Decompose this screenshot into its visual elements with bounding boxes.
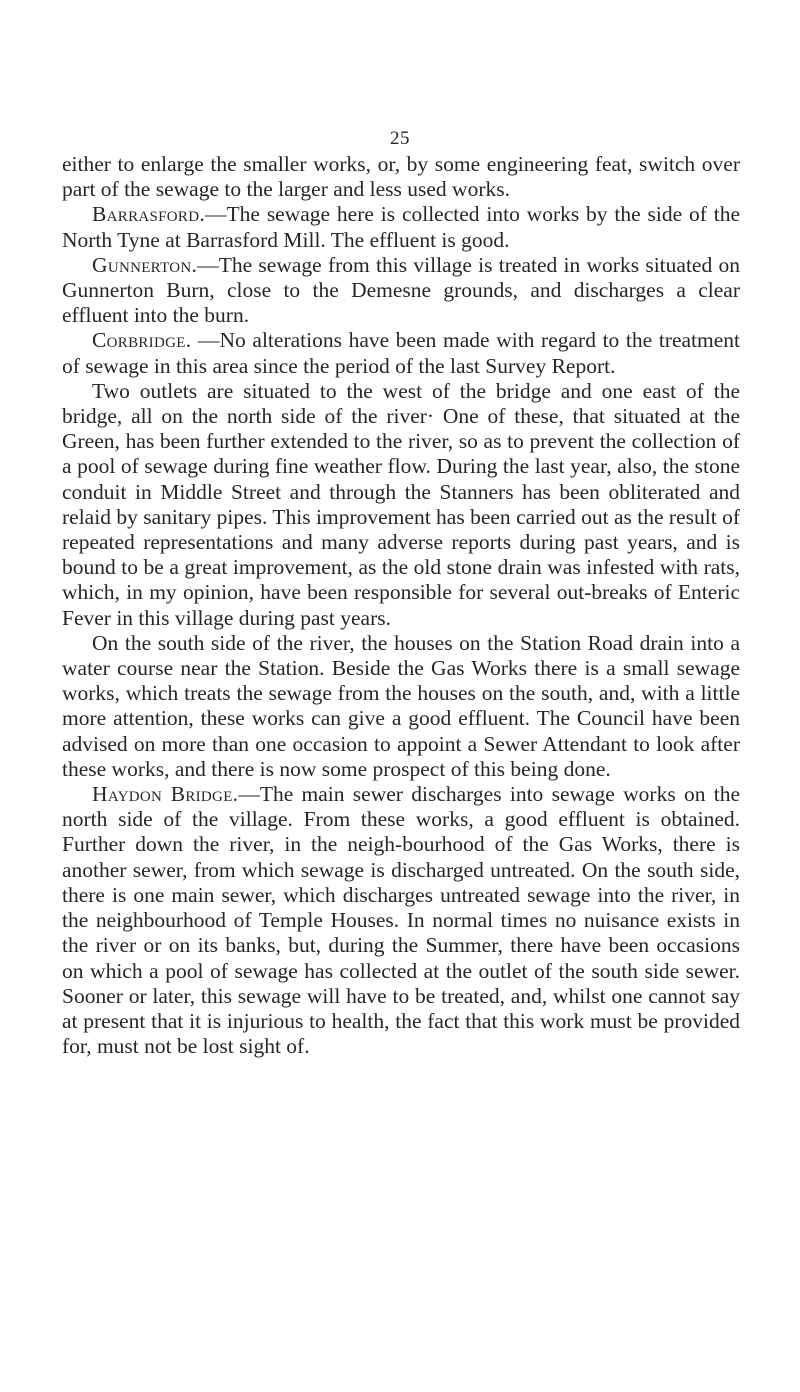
paragraph-text: —The main sewer discharges into sewage works on the north side of the village. From these works, a good effluent is obtained. Further down the river, in the neigh-bourhood of the Gas Works, there is another sewer, from which sewage is discharged untreated. On the south side, there is one main sewer, which discharges untreated sewage into the river, in the neighbourhood of Temple Houses. In normal times no nuisance exists in the river or on its banks, but, during the Summer, there have been occasions on which a pool of sewage has collected at the outlet of the south side sewer. Sooner or later, this sewage will have to be treated, and, whilst one cannot say at present that it is injurious to health, the fact that this work must be provided for, must not be lost sight of. (62, 782, 741, 1059)
paragraph-text: —The sewage here is collected into works by the side of the North Tyne at Barrasford Mill. The effluent is good. (62, 202, 740, 252)
paragraph-text: Two outlets are situated to the west of the bridge and one east of the bridge, all on the north side of the river· One of these, that situated at the Green, has been further extended to the river, so as to prevent the collection of a pool of sewage during fine weather flow. During the last year, also, the stone conduit in Middle Street and through the Stanners has been obliterated and relaid by sanitary pipes. This improvement has been carried out as the result of repeated representations and many adverse reports during past years, and is bound to be a great improvement, as the old stone drain was infested with rats, which, in my opinion, have been responsible for several out-breaks of Enteric Fever in this village during past years. (62, 378, 740, 630)
paragraph-text: either to enlarge the smaller works, or, by some engineering feat, switch over part of the sewage to the larger and less used works. (62, 152, 740, 202)
paragraph-corbridge-south (62, 631, 740, 782)
paragraph-corbridge-outlets (62, 379, 740, 631)
paragraph-corbridge (62, 328, 740, 378)
paragraph-haydon-bridge (62, 782, 740, 1059)
section-heading-haydon-bridge: Haydon Bridge. (92, 782, 239, 807)
section-heading-barrasford: Barrasford. (92, 202, 206, 227)
paragraph-text: On the south side of the river, the houses on the Station Road drain into a water course near the Station. Beside the Gas Works there is a small sewage works, which treats the sewage from the houses on the south, and, with a little more attention, these works can give a good effluent. The Council have been advised on more than one occasion to appoint a Sewer Attendant to look after these works, and there is now some prospect of this being done. (62, 630, 740, 781)
paragraph-text: —No alterations have been made with regard to the treatment of sewage in this area since the period of the last Survey Report. (62, 328, 740, 378)
section-heading-corbridge: Corbridge. (92, 328, 192, 353)
paragraph-continuation (62, 152, 740, 202)
page-number: 25 (390, 128, 410, 149)
section-heading-gunnerton: Gunnerton. (92, 252, 198, 277)
paragraph-text: —The sewage from this village is treated in works situated on Gunnerton Burn, close to the Demesne grounds, and discharges a clear effluent into the burn. (62, 252, 740, 328)
body-text (62, 152, 740, 1059)
paragraph-gunnerton (62, 253, 740, 329)
paragraph-barrasford (62, 202, 740, 252)
